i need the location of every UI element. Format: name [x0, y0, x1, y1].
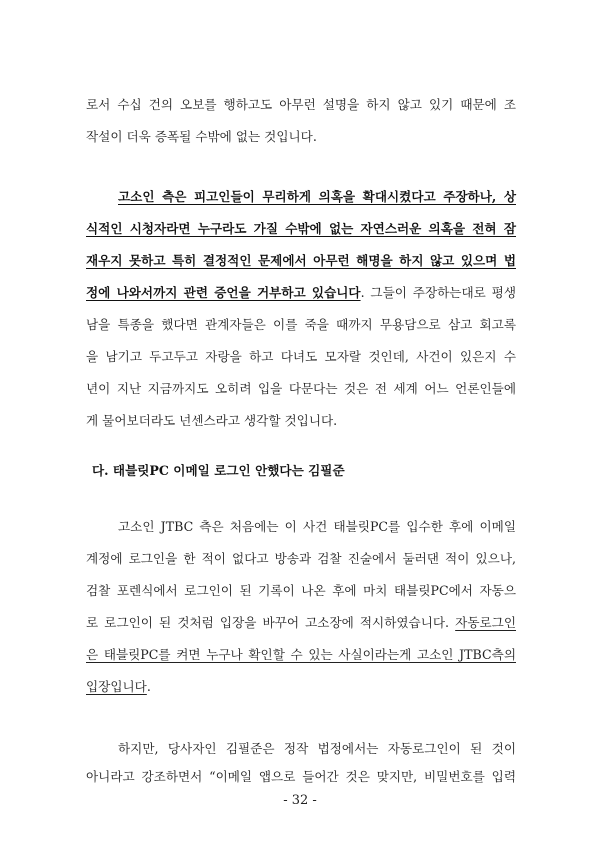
- paragraph2-line8: 게 물어보더라도 넌센스라고 생각할 것입니다.: [86, 413, 338, 428]
- underlined-text: 자동로그인: [455, 615, 516, 630]
- paragraph3-line3: 검찰 포렌식에서 로그인이 된 기록이 나온 후에 마치 태블릿PC에서 자동으: [86, 583, 516, 598]
- paragraph4-line1: 하지만, 당사자인 김필준은 정작 법정에서는 자동로그인이 된 것이: [118, 741, 516, 756]
- paragraph4-line2: 아니라고 강조하면서 “이메일 앱으로 들어간 것은 맞지만, 비밀번호를 입력: [86, 769, 516, 784]
- paragraph3-line5: [86, 646, 516, 664]
- paragraph2-line7: 년이 지난 지금까지도 오히려 입을 다문다는 것은 전 세계 어느 언론인들에: [86, 381, 516, 396]
- paragraph2-line5: 남을 특종을 했다면 관계자들은 이를 죽을 때까지 무용담으로 삼고 회고록: [86, 317, 516, 332]
- paragraph1-line2: 작설이 더욱 증폭될 수밖에 없는 것입니다.: [86, 129, 317, 144]
- paragraph2-line6: 을 남기고 두고두고 자랑을 하고 다녀도 모자랄 것인데, 사건이 있은지 수: [86, 349, 516, 364]
- emphasis-text: 재우지 못하고 특히 결정적인 문제에서 아무런 해명을 하지 않고 있으며 법: [86, 253, 516, 268]
- paragraph3-line4: [86, 614, 516, 632]
- section-heading: 다. 태블릿PC 이메일 로그인 안했다는 김필준: [92, 463, 345, 478]
- paragraph3-line6: [86, 678, 516, 696]
- underlined-text: 입장입니다: [86, 679, 147, 694]
- paragraph2-line3: [86, 252, 516, 270]
- underlined-text: 은 태블릿PC를 켜면 누구나 확인할 수 있는 사실이라는게 고소인 JTBC측의: [86, 647, 516, 662]
- plain-text: .: [146, 679, 151, 694]
- paragraph1-line1: 로서 수십 건의 오보를 행하고도 아무런 설명을 하지 않고 있기 때문에 조: [86, 97, 516, 112]
- plain-text: 로 로그인이 된 것처럼 입장을 바꾸어 고소장에 적시하였습니다.: [86, 615, 456, 630]
- paragraph2-line1: [118, 188, 516, 206]
- emphasis-text: 고소인 측은 피고인들이 무리하게 의혹을 확대시켰다고 주장하나, 상: [118, 189, 516, 204]
- page-number: - 32 -: [283, 793, 317, 808]
- emphasis-text: 식적인 시청자라면 누구라도 가질 수밖에 없는 자연스러운 의혹을 전혀 잠: [86, 221, 516, 236]
- paragraph2-line4: [86, 284, 516, 302]
- paragraph3-line1: 고소인 JTBC 측은 처음에는 이 사건 태블릿PC를 입수한 후에 이메일: [118, 519, 516, 534]
- emphasis-text: 정에 나와서까지 관련 증언을 거부하고 있습니다: [86, 285, 361, 300]
- plain-text: . 그들이 주장하는대로 평생: [360, 285, 516, 300]
- paragraph2-line2: [86, 220, 516, 238]
- paragraph3-line2: 계정에 로그인을 한 적이 없다고 방송과 검찰 진술에서 둘러댄 적이 있으나,: [86, 551, 516, 566]
